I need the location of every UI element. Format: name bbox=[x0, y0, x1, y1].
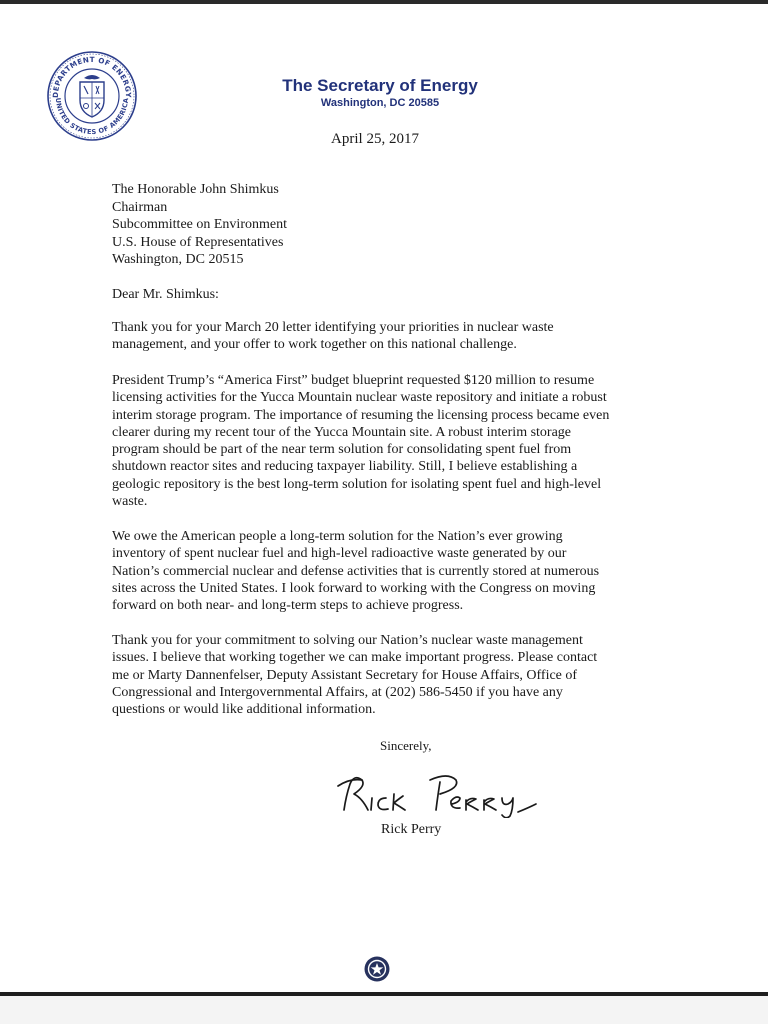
paragraph-line: licensing activities for the Yucca Mountain nuclear waste repository and initiate a robust bbox=[112, 390, 607, 406]
paragraph-line: geologic repository is the best long-term solution for isolating spent fuel and high-level bbox=[112, 476, 602, 492]
letterhead-address: Washington, DC 20585 bbox=[320, 97, 440, 109]
paragraph-line: Thank you for your March 20 letter identifying your priorities in nuclear waste bbox=[112, 320, 554, 335]
letterhead-title: The Secretary of Energy bbox=[282, 76, 478, 95]
paragraph-line: me or Marty Dannenfelser, Deputy Assistant Secretary for House Affairs, Office of bbox=[112, 667, 578, 683]
paragraph-line: inventory of spent nuclear fuel and high-level radioactive waste generated by our bbox=[112, 546, 567, 562]
signature bbox=[336, 768, 546, 818]
addressee-block bbox=[112, 181, 287, 269]
body-paragraph bbox=[112, 372, 660, 510]
body-paragraph bbox=[112, 528, 660, 614]
paragraph-line: Congressional and Intergovernmental Affairs, at (202) 586-5450 if you have any bbox=[112, 684, 563, 700]
department-of-energy-seal-icon bbox=[44, 50, 140, 142]
paragraph-line: waste. bbox=[112, 494, 148, 510]
addressee-line: Washington, DC 20515 bbox=[112, 252, 244, 267]
addressee-line: U.S. House of Representatives bbox=[112, 234, 284, 250]
page-top-edge bbox=[0, 0, 768, 4]
addressee-line: Subcommittee on Environment bbox=[112, 217, 287, 232]
scan-background bbox=[0, 996, 768, 1024]
paragraph-line: program should be part of the near term solution for consolidating spent fuel from bbox=[112, 442, 572, 458]
body-paragraph bbox=[112, 319, 660, 354]
recycle-emblem-icon bbox=[363, 955, 391, 983]
paragraph-line: forward on both near- and long-term steps to achieve progress. bbox=[112, 598, 464, 614]
paragraph-line: questions or would like additional information. bbox=[112, 702, 376, 718]
signer-name: Rick Perry bbox=[381, 822, 442, 837]
paragraph-line: President Trump’s “America First” budget blueprint requested $120 million to resume bbox=[112, 373, 595, 388]
paragraph-line: shutdown reactor sites and reducing taxpayer liability. Still, I believe establishing a bbox=[112, 459, 578, 475]
paragraph-line: We owe the American people a long-term solution for the Nation’s ever growing bbox=[112, 529, 563, 544]
letterhead bbox=[230, 76, 530, 110]
addressee-line: The Honorable John Shimkus bbox=[112, 182, 279, 197]
paragraph-line: interim storage program. The importance of resuming the licensing process became even bbox=[112, 407, 610, 423]
body-paragraph bbox=[112, 632, 660, 718]
addressee-line: Chairman bbox=[112, 199, 168, 215]
paragraph-line: Nation’s commercial nuclear and defense activities that is currently stored at numerous bbox=[112, 563, 600, 579]
paragraph-line: issues. I believe that working together we can make important progress. Please contact bbox=[112, 650, 598, 666]
salutation: Dear Mr. Shimkus: bbox=[112, 287, 219, 302]
svg-text:DEPARTMENT OF ENERGY: DEPARTMENT OF ENERGY bbox=[50, 54, 134, 99]
paragraph-line: Thank you for your commitment to solving our Nation’s nuclear waste management bbox=[112, 633, 583, 648]
letter-date: April 25, 2017 bbox=[331, 131, 419, 147]
closing: Sincerely, bbox=[380, 738, 432, 753]
paragraph-line: clearer during my recent tour of the Yucca Mountain site. A robust interim storage bbox=[112, 424, 572, 440]
paragraph-line: management, and your offer to work together on this national challenge. bbox=[112, 337, 517, 353]
paragraph-line: sites across the United States. I look forward to working with the Congress on moving bbox=[112, 580, 596, 596]
svg-text:UNITED STATES OF AMERICA: UNITED STATES OF AMERICA bbox=[53, 97, 131, 137]
